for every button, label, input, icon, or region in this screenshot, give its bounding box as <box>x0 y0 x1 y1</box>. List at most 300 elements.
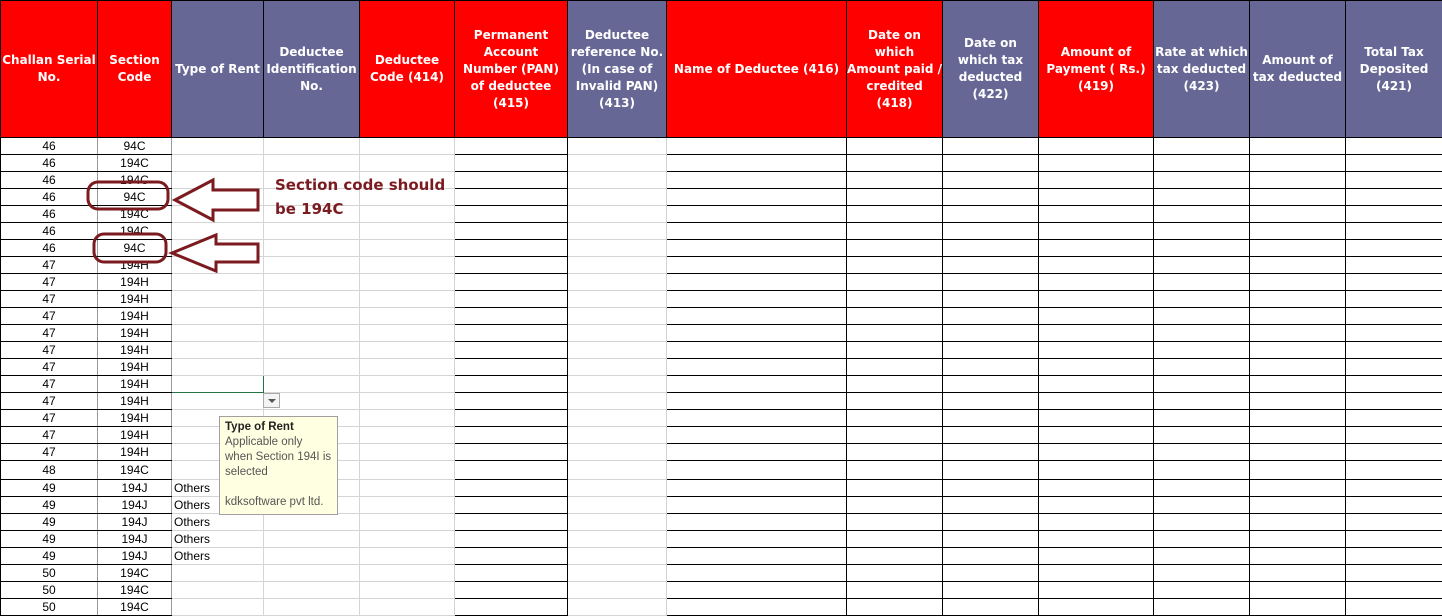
empty-cell[interactable] <box>568 497 667 514</box>
empty-cell[interactable] <box>943 223 1039 240</box>
serial-cell[interactable]: 47 <box>1 444 98 461</box>
empty-cell[interactable] <box>264 514 360 531</box>
section-code-cell[interactable]: 194C <box>98 582 172 599</box>
empty-cell[interactable] <box>264 308 360 325</box>
empty-cell[interactable] <box>667 514 847 531</box>
empty-cell[interactable] <box>455 444 568 461</box>
empty-cell[interactable] <box>1250 206 1346 223</box>
empty-cell[interactable] <box>455 291 568 308</box>
empty-cell[interactable] <box>568 342 667 359</box>
empty-cell[interactable] <box>1154 308 1250 325</box>
section-code-cell[interactable]: 194H <box>98 410 172 427</box>
empty-cell[interactable] <box>667 308 847 325</box>
empty-cell[interactable] <box>667 376 847 393</box>
empty-cell[interactable] <box>1039 240 1154 257</box>
empty-cell[interactable] <box>1039 565 1154 582</box>
serial-cell[interactable]: 50 <box>1 565 98 582</box>
type-of-rent-cell[interactable] <box>172 206 264 223</box>
empty-cell[interactable] <box>1039 582 1154 599</box>
empty-cell[interactable] <box>943 376 1039 393</box>
empty-cell[interactable] <box>1250 172 1346 189</box>
column-header[interactable]: Deductee reference No. (In case of Invalid PAN) (413) <box>568 1 667 138</box>
empty-cell[interactable] <box>1039 548 1154 565</box>
type-of-rent-cell[interactable]: Others <box>172 531 264 548</box>
serial-cell[interactable]: 49 <box>1 548 98 565</box>
empty-cell[interactable] <box>1250 325 1346 342</box>
empty-cell[interactable] <box>1346 427 1442 444</box>
section-code-cell[interactable]: 194H <box>98 291 172 308</box>
empty-cell[interactable] <box>360 548 455 565</box>
type-of-rent-cell[interactable] <box>172 308 264 325</box>
empty-cell[interactable] <box>1250 444 1346 461</box>
type-of-rent-cell[interactable] <box>172 274 264 291</box>
empty-cell[interactable] <box>667 206 847 223</box>
serial-cell[interactable]: 46 <box>1 223 98 240</box>
empty-cell[interactable] <box>1250 427 1346 444</box>
empty-cell[interactable] <box>1250 138 1346 155</box>
empty-cell[interactable] <box>1154 274 1250 291</box>
empty-cell[interactable] <box>568 223 667 240</box>
empty-cell[interactable] <box>1250 393 1346 410</box>
empty-cell[interactable] <box>667 274 847 291</box>
empty-cell[interactable] <box>847 206 943 223</box>
empty-cell[interactable] <box>360 308 455 325</box>
type-of-rent-cell[interactable] <box>172 291 264 308</box>
empty-cell[interactable] <box>455 257 568 274</box>
empty-cell[interactable] <box>455 189 568 206</box>
empty-cell[interactable] <box>455 393 568 410</box>
empty-cell[interactable] <box>1039 274 1154 291</box>
section-code-cell[interactable]: 194C <box>98 599 172 616</box>
empty-cell[interactable] <box>1039 480 1154 497</box>
empty-cell[interactable] <box>1039 308 1154 325</box>
empty-cell[interactable] <box>360 342 455 359</box>
empty-cell[interactable] <box>360 531 455 548</box>
empty-cell[interactable] <box>264 548 360 565</box>
empty-cell[interactable] <box>847 565 943 582</box>
empty-cell[interactable] <box>568 172 667 189</box>
empty-cell[interactable] <box>1346 155 1442 172</box>
empty-cell[interactable] <box>455 342 568 359</box>
empty-cell[interactable] <box>360 393 455 410</box>
empty-cell[interactable] <box>455 497 568 514</box>
type-of-rent-cell[interactable] <box>172 359 264 376</box>
empty-cell[interactable] <box>667 497 847 514</box>
empty-cell[interactable] <box>943 308 1039 325</box>
empty-cell[interactable] <box>847 240 943 257</box>
empty-cell[interactable] <box>943 444 1039 461</box>
type-of-rent-cell[interactable] <box>172 565 264 582</box>
serial-cell[interactable]: 46 <box>1 155 98 172</box>
empty-cell[interactable] <box>1039 427 1154 444</box>
empty-cell[interactable] <box>1250 342 1346 359</box>
empty-cell[interactable] <box>667 565 847 582</box>
column-header[interactable]: Date on which tax deducted (422) <box>943 1 1039 138</box>
serial-cell[interactable]: 47 <box>1 308 98 325</box>
empty-cell[interactable] <box>360 427 455 444</box>
empty-cell[interactable] <box>1250 257 1346 274</box>
empty-cell[interactable] <box>1154 565 1250 582</box>
empty-cell[interactable] <box>1154 206 1250 223</box>
empty-cell[interactable] <box>568 461 667 480</box>
serial-cell[interactable]: 47 <box>1 257 98 274</box>
section-code-cell[interactable]: 194H <box>98 308 172 325</box>
empty-cell[interactable] <box>1346 461 1442 480</box>
empty-cell[interactable] <box>1346 223 1442 240</box>
empty-cell[interactable] <box>1154 223 1250 240</box>
empty-cell[interactable] <box>455 548 568 565</box>
empty-cell[interactable] <box>847 376 943 393</box>
serial-cell[interactable]: 47 <box>1 410 98 427</box>
empty-cell[interactable] <box>943 325 1039 342</box>
empty-cell[interactable] <box>360 257 455 274</box>
empty-cell[interactable] <box>1346 548 1442 565</box>
empty-cell[interactable] <box>360 461 455 480</box>
empty-cell[interactable] <box>1039 325 1154 342</box>
empty-cell[interactable] <box>943 393 1039 410</box>
empty-cell[interactable] <box>667 480 847 497</box>
empty-cell[interactable] <box>1039 461 1154 480</box>
column-header[interactable]: Amount of tax deducted <box>1250 1 1346 138</box>
serial-cell[interactable]: 49 <box>1 480 98 497</box>
column-header[interactable]: Deductee Code (414) <box>360 1 455 138</box>
empty-cell[interactable] <box>1346 480 1442 497</box>
empty-cell[interactable] <box>264 274 360 291</box>
empty-cell[interactable] <box>943 427 1039 444</box>
section-code-cell[interactable]: 194H <box>98 325 172 342</box>
empty-cell[interactable] <box>568 599 667 616</box>
empty-cell[interactable] <box>568 480 667 497</box>
empty-cell[interactable] <box>455 427 568 444</box>
empty-cell[interactable] <box>568 155 667 172</box>
empty-cell[interactable] <box>1154 461 1250 480</box>
empty-cell[interactable] <box>568 138 667 155</box>
empty-cell[interactable] <box>455 582 568 599</box>
section-code-cell[interactable]: 194H <box>98 393 172 410</box>
empty-cell[interactable] <box>847 138 943 155</box>
empty-cell[interactable] <box>1039 342 1154 359</box>
empty-cell[interactable] <box>667 359 847 376</box>
empty-cell[interactable] <box>1250 189 1346 206</box>
empty-cell[interactable] <box>264 325 360 342</box>
empty-cell[interactable] <box>1250 155 1346 172</box>
empty-cell[interactable] <box>455 308 568 325</box>
section-code-cell[interactable]: 194J <box>98 497 172 514</box>
empty-cell[interactable] <box>1039 138 1154 155</box>
empty-cell[interactable] <box>1346 342 1442 359</box>
column-header[interactable]: Amount of Payment ( Rs.) (419) <box>1039 1 1154 138</box>
type-of-rent-cell[interactable] <box>172 342 264 359</box>
empty-cell[interactable] <box>667 410 847 427</box>
empty-cell[interactable] <box>1154 291 1250 308</box>
column-header[interactable]: Total Tax Deposited (421) <box>1346 1 1442 138</box>
empty-cell[interactable] <box>568 240 667 257</box>
section-code-cell[interactable]: 94C <box>98 189 172 206</box>
empty-cell[interactable] <box>568 531 667 548</box>
empty-cell[interactable] <box>360 155 455 172</box>
empty-cell[interactable] <box>1346 274 1442 291</box>
empty-cell[interactable] <box>1346 531 1442 548</box>
type-of-rent-cell[interactable] <box>172 257 264 274</box>
empty-cell[interactable] <box>1250 291 1346 308</box>
column-header[interactable]: Challan Serial No. <box>1 1 98 138</box>
empty-cell[interactable] <box>1154 480 1250 497</box>
empty-cell[interactable] <box>1154 359 1250 376</box>
column-header[interactable]: Rate at which tax deducted (423) <box>1154 1 1250 138</box>
empty-cell[interactable] <box>264 240 360 257</box>
empty-cell[interactable] <box>568 274 667 291</box>
empty-cell[interactable] <box>455 223 568 240</box>
empty-cell[interactable] <box>847 444 943 461</box>
empty-cell[interactable] <box>264 531 360 548</box>
empty-cell[interactable] <box>360 565 455 582</box>
section-code-cell[interactable]: 194J <box>98 548 172 565</box>
empty-cell[interactable] <box>847 410 943 427</box>
empty-cell[interactable] <box>847 359 943 376</box>
empty-cell[interactable] <box>847 480 943 497</box>
empty-cell[interactable] <box>1154 427 1250 444</box>
empty-cell[interactable] <box>667 325 847 342</box>
serial-cell[interactable]: 49 <box>1 531 98 548</box>
type-of-rent-cell[interactable] <box>172 582 264 599</box>
empty-cell[interactable] <box>1154 599 1250 616</box>
empty-cell[interactable] <box>1154 393 1250 410</box>
serial-cell[interactable]: 47 <box>1 359 98 376</box>
serial-cell[interactable]: 47 <box>1 342 98 359</box>
empty-cell[interactable] <box>264 342 360 359</box>
section-code-cell[interactable]: 194H <box>98 427 172 444</box>
empty-cell[interactable] <box>455 480 568 497</box>
empty-cell[interactable] <box>1154 155 1250 172</box>
empty-cell[interactable] <box>455 359 568 376</box>
empty-cell[interactable] <box>1039 514 1154 531</box>
section-code-cell[interactable]: 194H <box>98 359 172 376</box>
empty-cell[interactable] <box>1346 206 1442 223</box>
serial-cell[interactable]: 48 <box>1 461 98 480</box>
empty-cell[interactable] <box>360 223 455 240</box>
empty-cell[interactable] <box>1154 257 1250 274</box>
empty-cell[interactable] <box>360 480 455 497</box>
empty-cell[interactable] <box>1250 497 1346 514</box>
empty-cell[interactable] <box>264 257 360 274</box>
empty-cell[interactable] <box>455 274 568 291</box>
empty-cell[interactable] <box>568 410 667 427</box>
empty-cell[interactable] <box>1250 274 1346 291</box>
empty-cell[interactable] <box>1346 291 1442 308</box>
empty-cell[interactable] <box>847 342 943 359</box>
empty-cell[interactable] <box>1039 599 1154 616</box>
empty-cell[interactable] <box>1039 393 1154 410</box>
empty-cell[interactable] <box>847 393 943 410</box>
empty-cell[interactable] <box>1154 172 1250 189</box>
empty-cell[interactable] <box>1250 531 1346 548</box>
empty-cell[interactable] <box>568 444 667 461</box>
empty-cell[interactable] <box>1250 223 1346 240</box>
empty-cell[interactable] <box>667 444 847 461</box>
empty-cell[interactable] <box>1250 599 1346 616</box>
empty-cell[interactable] <box>360 138 455 155</box>
empty-cell[interactable] <box>1039 155 1154 172</box>
section-code-cell[interactable]: 194J <box>98 480 172 497</box>
empty-cell[interactable] <box>568 376 667 393</box>
empty-cell[interactable] <box>455 514 568 531</box>
empty-cell[interactable] <box>568 359 667 376</box>
empty-cell[interactable] <box>943 342 1039 359</box>
empty-cell[interactable] <box>667 138 847 155</box>
empty-cell[interactable] <box>1039 410 1154 427</box>
empty-cell[interactable] <box>667 223 847 240</box>
empty-cell[interactable] <box>360 497 455 514</box>
empty-cell[interactable] <box>455 325 568 342</box>
empty-cell[interactable] <box>1154 376 1250 393</box>
empty-cell[interactable] <box>943 497 1039 514</box>
empty-cell[interactable] <box>264 291 360 308</box>
empty-cell[interactable] <box>1039 376 1154 393</box>
empty-cell[interactable] <box>1250 461 1346 480</box>
empty-cell[interactable] <box>264 582 360 599</box>
section-code-cell[interactable]: 94C <box>98 138 172 155</box>
empty-cell[interactable] <box>847 257 943 274</box>
empty-cell[interactable] <box>847 172 943 189</box>
type-of-rent-cell[interactable] <box>172 240 264 257</box>
empty-cell[interactable] <box>568 565 667 582</box>
type-of-rent-cell[interactable] <box>172 325 264 342</box>
empty-cell[interactable] <box>1154 444 1250 461</box>
empty-cell[interactable] <box>943 206 1039 223</box>
empty-cell[interactable] <box>943 514 1039 531</box>
empty-cell[interactable] <box>455 206 568 223</box>
empty-cell[interactable] <box>667 531 847 548</box>
empty-cell[interactable] <box>1346 582 1442 599</box>
empty-cell[interactable] <box>264 223 360 240</box>
empty-cell[interactable] <box>847 155 943 172</box>
empty-cell[interactable] <box>943 410 1039 427</box>
empty-cell[interactable] <box>847 461 943 480</box>
type-of-rent-cell[interactable]: Others <box>172 497 264 514</box>
empty-cell[interactable] <box>943 257 1039 274</box>
empty-cell[interactable] <box>568 582 667 599</box>
empty-cell[interactable] <box>1039 206 1154 223</box>
empty-cell[interactable] <box>1039 531 1154 548</box>
empty-cell[interactable] <box>1346 138 1442 155</box>
type-of-rent-cell[interactable] <box>172 599 264 616</box>
empty-cell[interactable] <box>943 582 1039 599</box>
empty-cell[interactable] <box>264 599 360 616</box>
empty-cell[interactable] <box>1346 172 1442 189</box>
empty-cell[interactable] <box>360 599 455 616</box>
empty-cell[interactable] <box>1039 189 1154 206</box>
empty-cell[interactable] <box>1250 582 1346 599</box>
empty-cell[interactable] <box>1154 138 1250 155</box>
empty-cell[interactable] <box>568 325 667 342</box>
empty-cell[interactable] <box>847 274 943 291</box>
empty-cell[interactable] <box>847 291 943 308</box>
empty-cell[interactable] <box>264 376 360 393</box>
empty-cell[interactable] <box>1346 410 1442 427</box>
empty-cell[interactable] <box>1250 376 1346 393</box>
section-code-cell[interactable]: 194H <box>98 342 172 359</box>
empty-cell[interactable] <box>455 155 568 172</box>
empty-cell[interactable] <box>1154 497 1250 514</box>
empty-cell[interactable] <box>667 257 847 274</box>
serial-cell[interactable]: 46 <box>1 189 98 206</box>
empty-cell[interactable] <box>847 427 943 444</box>
empty-cell[interactable] <box>455 376 568 393</box>
empty-cell[interactable] <box>360 582 455 599</box>
empty-cell[interactable] <box>360 240 455 257</box>
empty-cell[interactable] <box>1154 240 1250 257</box>
empty-cell[interactable] <box>1346 257 1442 274</box>
column-header[interactable]: Name of Deductee (416) <box>667 1 847 138</box>
empty-cell[interactable] <box>1039 257 1154 274</box>
serial-cell[interactable]: 47 <box>1 376 98 393</box>
empty-cell[interactable] <box>1250 359 1346 376</box>
empty-cell[interactable] <box>264 138 360 155</box>
column-header[interactable]: Section Code <box>98 1 172 138</box>
section-code-cell[interactable]: 194H <box>98 444 172 461</box>
empty-cell[interactable] <box>847 531 943 548</box>
serial-cell[interactable]: 47 <box>1 325 98 342</box>
empty-cell[interactable] <box>943 172 1039 189</box>
empty-cell[interactable] <box>1346 240 1442 257</box>
empty-cell[interactable] <box>943 155 1039 172</box>
empty-cell[interactable] <box>667 291 847 308</box>
empty-cell[interactable] <box>455 410 568 427</box>
empty-cell[interactable] <box>1346 376 1442 393</box>
empty-cell[interactable] <box>360 274 455 291</box>
serial-cell[interactable]: 47 <box>1 274 98 291</box>
empty-cell[interactable] <box>667 393 847 410</box>
empty-cell[interactable] <box>1250 308 1346 325</box>
empty-cell[interactable] <box>1346 359 1442 376</box>
section-code-cell[interactable]: 194H <box>98 274 172 291</box>
empty-cell[interactable] <box>667 189 847 206</box>
empty-cell[interactable] <box>847 599 943 616</box>
section-code-cell[interactable]: 194H <box>98 376 172 393</box>
empty-cell[interactable] <box>667 155 847 172</box>
empty-cell[interactable] <box>667 548 847 565</box>
empty-cell[interactable] <box>847 497 943 514</box>
empty-cell[interactable] <box>1250 410 1346 427</box>
type-of-rent-cell[interactable] <box>172 393 264 410</box>
serial-cell[interactable]: 46 <box>1 240 98 257</box>
empty-cell[interactable] <box>847 223 943 240</box>
empty-cell[interactable] <box>847 582 943 599</box>
empty-cell[interactable] <box>1250 565 1346 582</box>
section-code-cell[interactable]: 194H <box>98 257 172 274</box>
empty-cell[interactable] <box>943 461 1039 480</box>
empty-cell[interactable] <box>667 172 847 189</box>
empty-cell[interactable] <box>1154 548 1250 565</box>
serial-cell[interactable]: 47 <box>1 291 98 308</box>
empty-cell[interactable] <box>943 291 1039 308</box>
empty-cell[interactable] <box>1154 514 1250 531</box>
empty-cell[interactable] <box>360 325 455 342</box>
empty-cell[interactable] <box>1039 172 1154 189</box>
type-of-rent-cell[interactable]: Others <box>172 514 264 531</box>
type-of-rent-cell[interactable] <box>172 138 264 155</box>
empty-cell[interactable] <box>455 531 568 548</box>
empty-cell[interactable] <box>1250 514 1346 531</box>
empty-cell[interactable] <box>943 531 1039 548</box>
empty-cell[interactable] <box>1154 531 1250 548</box>
section-code-cell[interactable]: 194J <box>98 531 172 548</box>
empty-cell[interactable] <box>264 359 360 376</box>
serial-cell[interactable]: 49 <box>1 497 98 514</box>
empty-cell[interactable] <box>455 599 568 616</box>
empty-cell[interactable] <box>667 240 847 257</box>
serial-cell[interactable]: 46 <box>1 206 98 223</box>
